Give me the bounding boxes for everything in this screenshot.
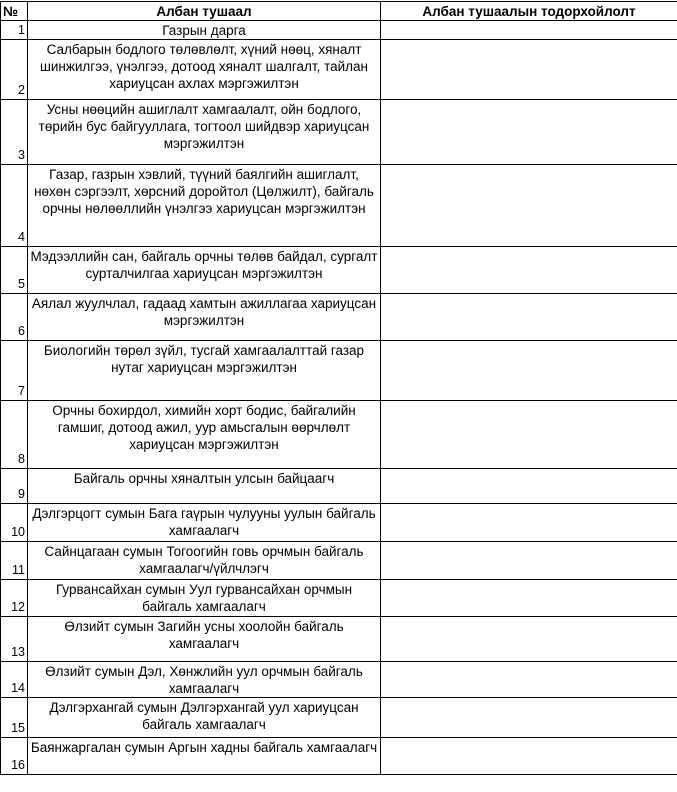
position-description-cell[interactable] — [381, 469, 677, 504]
table-row — [1, 165, 677, 247]
position-title-cell[interactable]: Өлзийт сумын Загийн усны хоолойн байгаль хамгаалагч — [28, 617, 381, 662]
position-title-cell[interactable]: Биологийн төрөл зүйл, тусгай хамгаалалттай газар нутаг хариуцсан мэргэжилтэн — [28, 341, 381, 401]
position-description-cell[interactable] — [381, 662, 677, 698]
table-row — [1, 662, 677, 698]
row-number-cell[interactable]: 15 — [1, 698, 28, 738]
table-row — [1, 469, 677, 504]
table-row — [1, 21, 677, 40]
position-title-cell[interactable]: Орчны бохирдол, химийн хорт бодис, байгалийн гамшиг, дотоод ажил, уур амьсгалын өөрчлөлт хариуцсан мэргэжилтэн — [28, 401, 381, 469]
table-row — [1, 617, 677, 662]
position-title-cell[interactable]: Газрын дарга — [28, 21, 381, 40]
row-number-cell[interactable]: 4 — [1, 165, 28, 247]
row-number-cell[interactable]: 14 — [1, 662, 28, 698]
table-row — [1, 294, 677, 341]
row-number-cell[interactable]: 11 — [1, 542, 28, 580]
position-title-cell[interactable]: Усны нөөцийн ашиглалт хамгаалалт, ойн бодлого, төрийн бус байгууллага, тогтоол шийдвэр хариуцсан мэргэжилтэн — [28, 100, 381, 165]
position-title-cell[interactable]: Дэлгэрхангай сумын Дэлгэрхангай уул хариуцсан байгаль хамгаалагч — [28, 698, 381, 738]
position-title-cell[interactable]: Сайнцагаан сумын Тогоогийн говь орчмын байгаль хамгаалагч/үйлчлэгч — [28, 542, 381, 580]
position-description-cell[interactable] — [381, 294, 677, 341]
row-number-cell[interactable]: 9 — [1, 469, 28, 504]
position-title-cell[interactable]: Дэлгэрцогт сумын Бага гаүрын чулууны уулын байгаль хамгаалагч — [28, 504, 381, 542]
table-row — [1, 738, 677, 775]
table-row — [1, 341, 677, 401]
position-description-cell[interactable] — [381, 738, 677, 775]
table-row — [1, 247, 677, 294]
position-title-cell[interactable]: Газар, газрын хэвлий, түүний баялгийн ашиглалт, нөхөн сэргээлт, хөрсний доройтол (Цөлжилт), байгаль орчны нөлөөллийн үнэлгээ хариуцсан мэргэжилтэн — [28, 165, 381, 247]
position-description-cell[interactable] — [381, 21, 677, 40]
positions-table — [0, 1, 677, 775]
position-title-cell[interactable]: Байгаль орчны хяналтын улсын байцаагч — [28, 469, 381, 504]
position-title-cell[interactable]: Баянжаргалан сумын Аргын хадны байгаль хамгаалагч — [28, 738, 381, 775]
row-number-cell[interactable]: 5 — [1, 247, 28, 294]
table-row — [1, 542, 677, 580]
header-description[interactable]: Албан тушаалын тодорхойлолт — [381, 2, 677, 21]
position-title-cell[interactable]: Салбарын бодлого төлөвлөлт, хүний нөөц, хяналт шинжилгээ, үнэлгээ, дотоод хяналт шалгалт, тайлан хариуцсан ахлах мэргэжилтэн — [28, 40, 381, 100]
header-number[interactable]: № — [1, 2, 28, 21]
position-description-cell[interactable] — [381, 698, 677, 738]
table-row — [1, 100, 677, 165]
row-number-cell[interactable]: 1 — [1, 21, 28, 40]
header-position[interactable]: Албан тушаал — [28, 2, 381, 21]
position-description-cell[interactable] — [381, 504, 677, 542]
table-row — [1, 40, 677, 100]
position-description-cell[interactable] — [381, 40, 677, 100]
row-number-cell[interactable]: 12 — [1, 580, 28, 617]
row-number-cell[interactable]: 16 — [1, 738, 28, 775]
position-title-cell[interactable]: Аялал жуулчлал, гадаад хамтын ажиллагаа хариуцсан мэргэжилтэн — [28, 294, 381, 341]
position-title-cell[interactable]: Мэдээллийн сан, байгаль орчны төлөв байдал, сургалт сурталчилгаа хариуцсан мэргэжилтэн — [28, 247, 381, 294]
table-row — [1, 580, 677, 617]
position-description-cell[interactable] — [381, 341, 677, 401]
position-title-cell[interactable]: Өлзийт сумын Дэл, Хөнжлийн уул орчмын байгаль хамгаалагч — [28, 662, 381, 698]
table-row — [1, 504, 677, 542]
position-description-cell[interactable] — [381, 165, 677, 247]
row-number-cell[interactable]: 7 — [1, 341, 28, 401]
row-number-cell[interactable]: 13 — [1, 617, 28, 662]
row-number-cell[interactable]: 2 — [1, 40, 28, 100]
row-number-cell[interactable]: 10 — [1, 504, 28, 542]
position-description-cell[interactable] — [381, 247, 677, 294]
row-number-cell[interactable]: 3 — [1, 100, 28, 165]
position-title-cell[interactable]: Гурвансайхан сумын Уул гурвансайхан орчмын байгаль хамгаалагч — [28, 580, 381, 617]
position-description-cell[interactable] — [381, 617, 677, 662]
position-description-cell[interactable] — [381, 580, 677, 617]
row-number-cell[interactable]: 8 — [1, 401, 28, 469]
header-row — [1, 2, 677, 21]
table-row — [1, 698, 677, 738]
position-description-cell[interactable] — [381, 100, 677, 165]
row-number-cell[interactable]: 6 — [1, 294, 28, 341]
position-description-cell[interactable] — [381, 401, 677, 469]
table-row — [1, 401, 677, 469]
position-description-cell[interactable] — [381, 542, 677, 580]
